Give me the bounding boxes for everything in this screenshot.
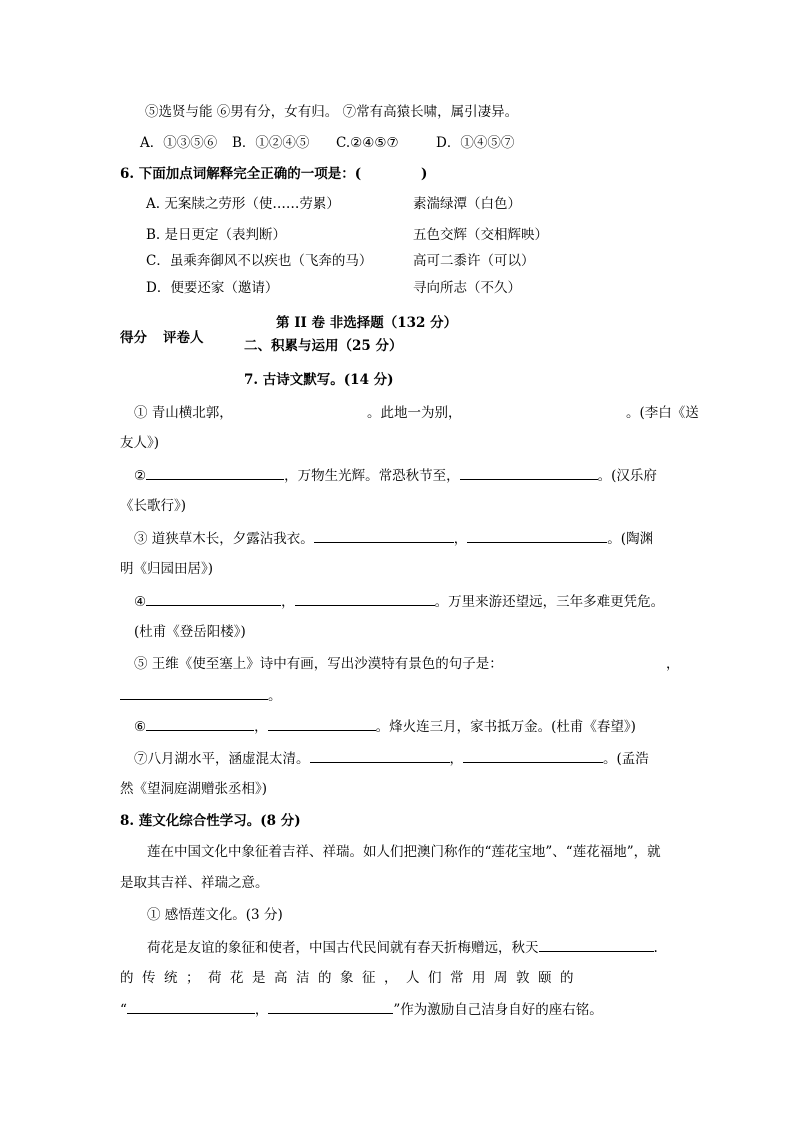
q7-line7	[134, 749, 649, 768]
q7-line4-mid: ，	[281, 594, 295, 610]
q6-option-a-right: 素湍绿潭（白色）	[413, 196, 521, 212]
q8-para-line3	[120, 1000, 603, 1019]
q7-line7-start: ⑦八月湖水平，涵虚混太清。	[134, 751, 310, 767]
q7-line2-num: ②	[134, 468, 147, 484]
q7-line4-end: 。万里来游还望远，三年多难更凭危。	[434, 594, 665, 610]
q7-line7-source: 然《望洞庭湖赠张丞相》)	[120, 781, 268, 797]
q8-para-line2: 的传统；荷花是高洁的象征，人们常用周敦颐的	[120, 970, 582, 986]
q8-para-line3-open: “	[120, 1002, 127, 1018]
q8-para-line1	[147, 938, 658, 957]
q7-blank-7a[interactable]	[310, 749, 450, 763]
q7-blank-3b[interactable]	[467, 529, 607, 543]
q6-option-a-left: A. 无案牍之劳形（使……劳累）	[146, 196, 340, 212]
q7-line7-end: 。(孟浩	[603, 751, 649, 767]
q7-line1-start: ① 青山横北郭，	[134, 405, 233, 421]
q7-blank-6a[interactable]	[146, 717, 254, 731]
q7-line4-num: ④	[134, 594, 147, 610]
q6-option-b-left: B. 是日更定（表判断）	[146, 227, 287, 243]
grader-label: 评卷人	[163, 330, 204, 346]
q7-line2-end: 。(汉乐府	[597, 468, 657, 484]
q6-option-c-left: C．虽乘奔御风不以疾也（飞奔的马）	[146, 253, 373, 269]
q5-choice-c: C.②④⑤⑦	[336, 135, 399, 151]
q7-line4	[134, 592, 664, 611]
q7-line1-end: 。(李白《送	[626, 405, 699, 421]
q8-blank-1[interactable]	[539, 938, 654, 952]
q8-para-line3-mid: ，	[254, 1002, 269, 1018]
q6-stem-close: )	[421, 166, 428, 182]
q5-choice-b: B．①②④⑤	[232, 135, 310, 151]
q7-line1-mid: 。此地一为别，	[367, 405, 462, 421]
q7-blank-4b[interactable]	[295, 592, 435, 606]
q7-line6-num: ⑥	[134, 719, 147, 735]
q5-choice-d: D．①④⑤⑦	[436, 135, 515, 151]
q7-line3-mid: ，	[453, 531, 468, 547]
q6-option-c-right: 高可二黍许（可以）	[413, 253, 535, 269]
q8-intro-line1: 莲在中国文化中象征着吉祥、祥瑞。如人们把澳门称作的“莲花宝地”、“莲花福地”，就	[147, 844, 661, 860]
volume-title: 第 II 卷 非选择题（132 分）	[276, 315, 458, 331]
q8-sub1-title: ① 感悟莲文化。(3 分)	[147, 907, 283, 923]
q7-blank-2b[interactable]	[460, 466, 598, 480]
part-title: 二、积累与运用（25 分）	[244, 338, 403, 354]
q7-line5-cont	[120, 686, 282, 705]
q7-blank-3a[interactable]	[314, 529, 454, 543]
q7-blank-7b[interactable]	[463, 749, 603, 763]
q8-blank-3[interactable]	[268, 1000, 393, 1014]
q8-title: 8. 莲文化综合性学习。(8 分)	[120, 813, 301, 829]
q8-intro-line2: 是取其吉祥、祥瑞之意。	[120, 875, 269, 891]
q5-choice-a: A．①③⑤⑥	[140, 135, 218, 151]
q7-line3-start: ③ 道狭草木长，夕露沾我衣。	[134, 531, 314, 547]
q6-stem: 6. 下面加点词解释完全正确的一项是：(	[120, 166, 362, 182]
q8-blank-2[interactable]	[127, 1000, 255, 1014]
q7-line5-prompt: ⑤ 王维《使至塞上》诗中有画，写出沙漠特有景色的句子是：	[134, 656, 503, 672]
q7-line6	[134, 717, 636, 736]
q5-options-line: ⑤选贤与能 ⑥男有分，女有归。 ⑦常有高猿长啸，属引凄异。	[145, 104, 519, 120]
q7-line5-end: 。	[268, 688, 282, 704]
q7-line6-mid: ，	[254, 719, 268, 735]
q7-line1-source: 友人》)	[120, 435, 160, 451]
q8-para-line3-end: ”作为激励自己洁身自好的座右铭。	[393, 1002, 603, 1018]
score-label: 得分	[120, 330, 147, 346]
q7-line2	[134, 466, 657, 485]
q6-option-d-left: D．便要还家（邀请）	[146, 280, 279, 296]
q6-option-b-right: 五色交辉（交相辉映）	[413, 227, 548, 243]
q7-blank-6b[interactable]	[268, 717, 376, 731]
q7-line3-end: 。(陶渊	[607, 531, 654, 547]
q7-line2-mid: ，万物生光辉。常恐秋节至，	[284, 468, 460, 484]
q7-line3	[134, 529, 653, 548]
q7-line3-source: 明《归园田居》)	[120, 561, 214, 577]
q7-blank-2a[interactable]	[146, 466, 284, 480]
q7-line5-comma: ，	[666, 656, 680, 672]
q8-para-line1-end: .	[653, 940, 658, 956]
q7-line7-mid: ，	[449, 751, 463, 767]
q7-title: 7. 古诗文默写。(14 分)	[244, 372, 394, 388]
q7-blank-4a[interactable]	[146, 592, 281, 606]
q7-line2-source: 《长歌行》)	[120, 498, 187, 514]
q7-blank-5b[interactable]	[120, 686, 268, 700]
q7-line6-end: 。烽火连三月，家书抵万金。(杜甫《春望》)	[375, 719, 636, 735]
q8-para-line1-text: 荷花是友谊的象征和使者，中国古代民间就有春天折梅赠远，秋天	[147, 940, 539, 956]
q6-option-d-right: 寻向所志（不久）	[413, 280, 521, 296]
q7-line4-source: (杜甫《登岳阳楼》)	[134, 624, 246, 640]
